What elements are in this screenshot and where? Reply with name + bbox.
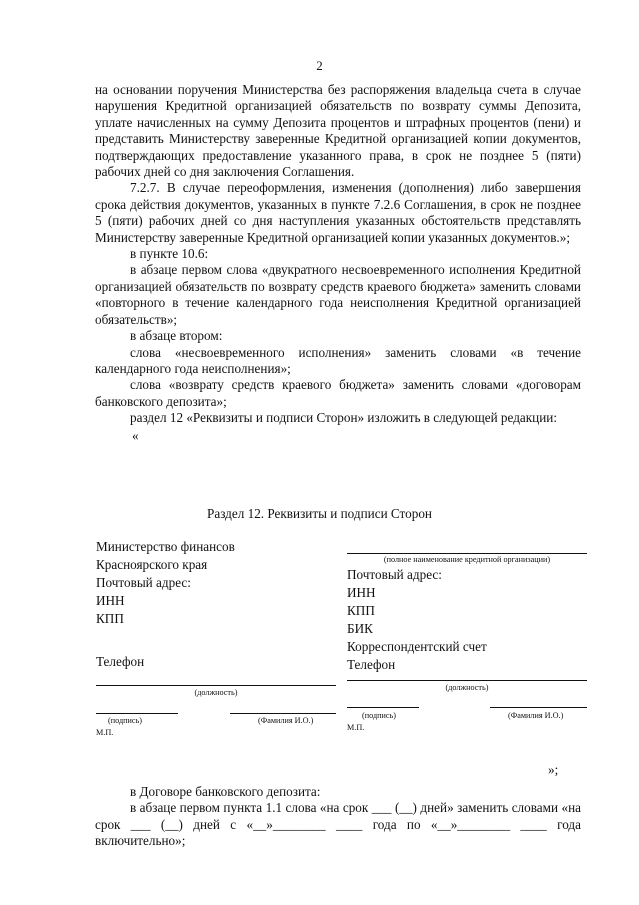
paragraph: 7.2.7. В случае переоформления, изменения (дополнения) либо завершения срока действия документов, указанных в пункте 7.2.6 Соглашения, в срок не позднее 5 (пяти) рабочих дней со дня наступления указанных обстоятельств представлять Министерству заверенные Кредитной организацией копии указанных документов.»; <box>95 180 581 245</box>
bank-signature-line <box>347 707 419 708</box>
ministry-fullname-line <box>230 713 336 714</box>
ministry-inn-label: ИНН <box>96 593 125 608</box>
ministry-position-line <box>96 685 336 686</box>
bank-name-field <box>347 540 587 565</box>
bank-fullname-line <box>490 707 587 708</box>
quote-open: « <box>132 427 139 443</box>
bank-fullname-caption: (Фамилия И.О.) <box>508 711 564 720</box>
bank-postal-label: Почтовый адрес: <box>347 567 442 582</box>
ministry-name-line2: Красноярского края <box>96 557 208 572</box>
ministry-name-line1: Министерство финансов <box>96 539 235 554</box>
paragraph: в абзаце первом пункта 1.1 слова «на срок ___ (__) дней» заменить словами «на срок ___ (__) дней с «__»________ ____ года по «__»________ ____ года включительно»; <box>95 800 581 849</box>
ministry-postal-label: Почтовый адрес: <box>96 575 191 590</box>
bank-name-caption: (полное наименование кредитной организации) <box>383 555 551 564</box>
ministry-requisites <box>96 538 341 628</box>
bank-name-line <box>347 540 587 554</box>
paragraph: на основании поручения Министерства без распоряжения владельца счета в случае нарушения Кредитной организацией обязательств по возврату суммы Депозита, уплате начисленных на сумму Депозита процентов и штрафных процентов (пени) и представить Министерству заверенные Кредитной организацией копии документов, подтверждающих предоставление указанного права, в срок не позднее 5 (пяти) рабочих дней со дня заключения Соглашения. <box>95 82 581 180</box>
ministry-signature-caption: (подпись) <box>108 716 142 725</box>
bank-position-caption: (должность) <box>445 683 489 692</box>
paragraph: в Договоре банковского депозита: <box>130 784 321 799</box>
ministry-signature-line <box>96 713 178 714</box>
page-number: 2 <box>316 58 323 73</box>
paragraph: в абзаце втором: <box>130 328 223 344</box>
bank-signature-caption: (подпись) <box>362 711 396 720</box>
quote-close: »; <box>548 762 559 777</box>
bank-phone-label: Телефон <box>347 657 396 672</box>
bank-inn-label: ИНН <box>347 585 376 600</box>
bank-corr-account-label: Корреспондентский счет <box>347 639 487 654</box>
ministry-position-caption: (должность) <box>194 688 238 697</box>
paragraph: слова «несвоевременного исполнения» заменить словами «в течение календарного года неисполнения»; <box>95 344 581 376</box>
bank-seal-label: М.П. <box>347 723 365 732</box>
bank-requisites <box>347 566 587 674</box>
section-title: Раздел 12. Реквизиты и подписи Сторон <box>207 506 432 521</box>
bank-position-line <box>347 680 587 681</box>
tail-body <box>95 784 581 850</box>
bank-kpp-label: КПП <box>347 603 375 618</box>
ministry-seal-label: М.П. <box>96 728 114 737</box>
ministry-phone-label: Телефон <box>96 654 145 669</box>
document-body <box>95 82 581 444</box>
bank-bik-label: БИК <box>347 621 373 636</box>
paragraph: в пункте 10.6: <box>130 246 209 262</box>
paragraph: раздел 12 «Реквизиты и подписи Сторон» изложить в следующей редакции: <box>130 410 558 426</box>
ministry-fullname-caption: (Фамилия И.О.) <box>258 716 314 725</box>
ministry-kpp-label: КПП <box>96 611 124 626</box>
paragraph: слова «возврату средств краевого бюджета» заменить словами «договорам банковского депозита»; <box>95 377 581 409</box>
paragraph: в абзаце первом слова «двукратного несвоевременного исполнения Кредитной организацией обязательств по возврату средств краевого бюджета» заменить словами «повторного в течение календарного года неисполнения Кредитной организацией обязательств»; <box>95 262 581 327</box>
